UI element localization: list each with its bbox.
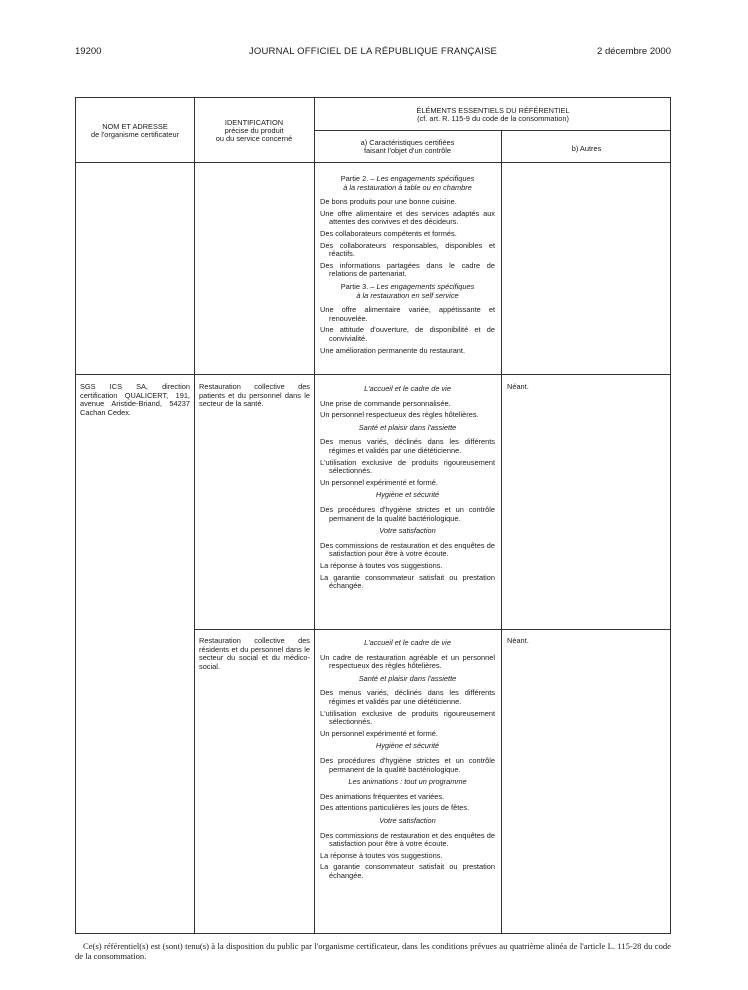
list-item: La réponse à toutes vos suggestions. — [320, 850, 443, 860]
header-caracteristiques: a) Caractéristiques certifiées faisant l'objet d'un contrôle — [360, 138, 455, 155]
list-item: Un cadre de restauration agréable et un personnel respectueux des règles hôtelières. — [320, 652, 495, 671]
row-divider — [76, 162, 670, 163]
list-item: Une offre alimentaire et des services adaptés aux attentes des convives et des décideurs. — [320, 208, 495, 227]
block2-identification: Restauration collective des patients et du personnel dans le secteur de la santé. — [199, 382, 310, 409]
part3-heading: Partie 3. – Les engagements spécifiques à la restauration en self service — [340, 281, 475, 300]
section-title: Santé et plaisir dans l'assiette — [358, 422, 457, 432]
list-item: La garantie consommateur satisfait ou prestation échangée. — [320, 572, 495, 591]
section-title: Santé et plaisir dans l'assiette — [358, 673, 457, 683]
list-item: Un personnel expérimenté et formé. — [320, 477, 438, 487]
list-item: Des menus variés, déclinés dans les différents régimes et validés par une diététicienne. — [320, 688, 495, 706]
list-item: Des collaborateurs compétents et formés. — [320, 228, 457, 238]
footer-note: Ce(s) référentiel(s) est (sont) tenu(s) à la disposition du public par l'organisme certificateur, dans les conditions prévues au quatrième alinéa de l'article L. 115-28 du code de la consommation. — [75, 941, 671, 961]
section-title: L'accueil et le cadre de vie — [364, 384, 451, 393]
header-autres: b) Autres — [571, 144, 602, 153]
header-identification: IDENTIFICATION précise du produit ou du service concerné — [215, 118, 293, 143]
list-item: Des animations fréquentes et variées. — [320, 791, 445, 801]
list-item: Des commissions de restauration et des enquêtes de satisfaction pour être à votre écoute. — [320, 830, 495, 849]
row-divider — [194, 629, 670, 630]
list-item: Une offre alimentaire variée, appétissante et renouvelée. — [320, 305, 495, 323]
block3-identification: Restauration collective des résidents et du personnel dans le secteur du social et du médico-social. — [199, 636, 310, 671]
list-item: La réponse à toutes vos suggestions. — [320, 560, 443, 570]
part2-heading: Partie 2. – Les engagements spécifiques à la restauration à table ou en chambre — [340, 174, 475, 192]
section-title: Votre satisfaction — [379, 526, 436, 536]
section-title: Les animations : tout un programme — [348, 777, 467, 787]
block3-characteristics — [320, 635, 495, 883]
list-item: Une attitude d'ouverture, de disponibilité et de convivialité. — [320, 325, 495, 343]
header-nom-adresse: NOM ET ADRESSE de l'organisme certificateur — [90, 122, 180, 139]
col-divider — [314, 98, 315, 933]
referentiel-table — [75, 97, 671, 934]
list-item: Des commissions de restauration et des enquêtes de satisfaction pour être à votre écoute. — [320, 540, 495, 559]
organisme-address: SGS ICS SA, direction certification QUALICERT, 191, avenue Aristide-Briand, 54237 Cachan Cedex. — [80, 382, 190, 417]
journal-title: JOURNAL OFFICIEL DE LA RÉPUBLIQUE FRANÇAISE — [248, 46, 498, 57]
issue-date: 2 décembre 2000 — [597, 46, 671, 57]
list-item: Des collaborateurs responsables, disponibles et réactifs. — [320, 240, 495, 259]
list-item: L'utilisation exclusive de produits rigoureusement sélectionnés. — [320, 708, 495, 727]
list-item: Des procédures d'hygiène strictes et un contrôle permanent de la qualité bactériologique. — [320, 504, 495, 523]
section-title: Votre satisfaction — [379, 815, 436, 825]
list-item: Des procédures d'hygiène strictes et un contrôle permanent de la qualité bactériologique. — [320, 755, 495, 774]
block1-characteristics — [320, 171, 495, 358]
col-divider — [501, 130, 502, 933]
block2-characteristics — [320, 381, 495, 594]
page-number: 19200 — [75, 46, 102, 57]
list-item: Des informations partagées dans le cadre de relations de partenariat. — [320, 260, 495, 279]
list-item: La garantie consommateur satisfait ou prestation échangée. — [320, 862, 495, 880]
row-divider — [76, 374, 670, 375]
section-title: L'accueil et le cadre de vie — [364, 638, 451, 647]
row-divider — [314, 130, 670, 131]
section-title: Hygiène et sécurité — [375, 741, 440, 751]
list-item: Un personnel respectueux des règles hôtelières. — [320, 410, 479, 420]
section-title: Hygiène et sécurité — [375, 490, 440, 500]
block3-autres: Néant. — [507, 636, 529, 645]
header-elements-essentiels: ÉLÉMENTS ESSENTIELS DU RÉFÉRENTIEL (cf. art. R. 115-9 du code de la consommation) — [416, 106, 570, 123]
page-header — [75, 46, 671, 60]
col-divider — [194, 98, 195, 933]
list-item: Un personnel expérimenté et formé. — [320, 728, 438, 738]
list-item: Une prise de commande personnalisée. — [320, 398, 451, 408]
list-item: L'utilisation exclusive de produits rigoureusement sélectionnés. — [320, 457, 495, 476]
list-item: Une amélioration permanente du restaurant. — [320, 345, 466, 355]
block2-autres: Néant. — [507, 382, 529, 391]
list-item: Des attentions particulières les jours de fêtes. — [320, 803, 470, 813]
list-item: Des menus variés, déclinés dans les différents régimes et validés par une diététicienne. — [320, 437, 495, 455]
list-item: De bons produits pour une bonne cuisine. — [320, 197, 457, 207]
